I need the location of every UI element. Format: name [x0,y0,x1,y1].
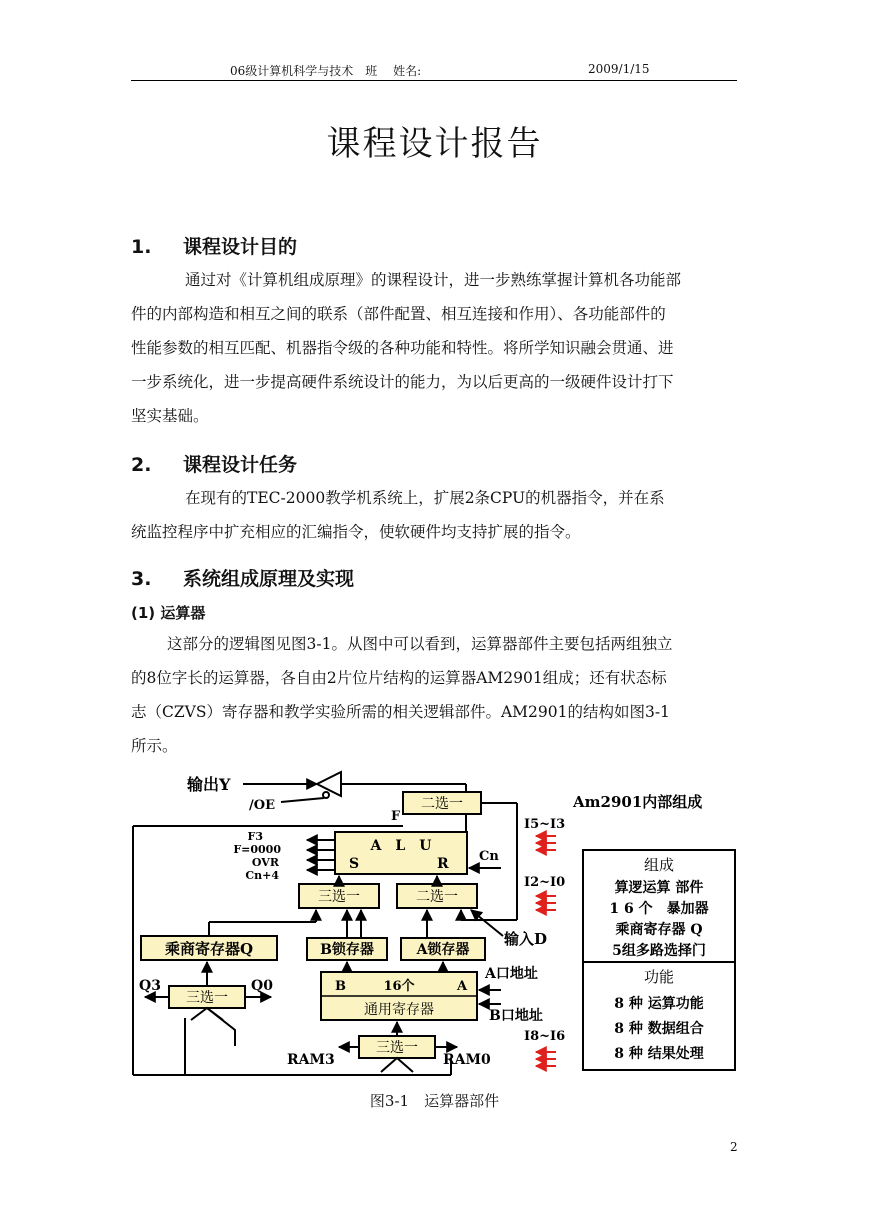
regfile-to-latch-arrows [347,962,443,972]
latch-to-mux-arrows [347,910,427,938]
subsection-alu-heading: (1) 运算器 [131,604,206,622]
paragraph-line: 性能参数的相互匹配、机器指令级的各种功能和特性。将所学知识融会贯通、进 [131,339,674,357]
section-number: 2. [131,454,152,476]
paragraph-line: 件的内部构造和相互之间的联系（部件配置、相互连接和作用）、各功能部件的 [131,305,666,323]
figure-caption: 图3-1 运算器部件 [369,1092,500,1110]
i2-i0-label: I2~I0 [524,875,566,890]
i5-i3-label: I5~I3 [524,817,566,832]
function-title: 功能 [643,968,675,986]
mux3-ram-shift-label: 三选一 [376,1040,418,1056]
f-label: F [391,809,401,824]
flag-f0000-label: F=0000 [233,843,281,856]
b-latch-label: B锁存器 [320,942,374,958]
section-3-paragraph [131,627,737,763]
flag-f3-label: F3 [247,830,263,843]
ram-mux-inputs [381,1058,413,1072]
am2901-diagram [131,764,737,1080]
alu-label: A L U [370,838,432,854]
section-2-paragraph [131,481,737,549]
i2-i0-arrows [536,896,556,910]
a-addr-label: A口地址 [485,966,538,982]
paragraph-line: 这部分的逻辑图见图3-1。从图中可以看到，运算器部件主要包括两组独立 [167,635,673,653]
reg-a-label: A [457,979,468,994]
i8-i6-label: I8~I6 [524,1029,566,1044]
mux2-top-label: 二选一 [421,796,463,812]
page-header [131,62,737,81]
section-number: 1. [131,236,152,258]
section-title: 课程设计任务 [183,454,298,476]
cn-label: Cn [479,849,499,864]
section-3-heading [131,564,354,591]
header-date: 2009/1/15 [588,62,650,76]
composition-line: 乘商寄存器 Q [615,922,703,938]
function-line: 8 种 数据组合 [614,1021,704,1037]
paragraph-line: 一步系统化，进一步提高硬件系统设计的能力，为以后更高的一级硬件设计打下 [131,373,674,391]
flag-cn4-label: Cn+4 [245,869,279,882]
header-class-name: 06级计算机科学与技术 班 姓名: [230,64,422,78]
reg-count-label: 16个 [383,979,415,994]
report-title: 课程设计报告 [326,124,543,164]
paragraph-line: 坚实基础。 [131,407,209,425]
paragraph-line: 所示。 [131,737,178,755]
oe-label: /OE [249,798,275,813]
section-1-paragraph [131,263,737,433]
input-d-label: 输入D [504,930,548,948]
paragraph-line: 统监控程序中扩充相应的汇编指令，使软硬件均支持扩展的指令。 [131,523,581,541]
oe-wire [281,798,324,802]
am2901-diagram-svg [131,764,737,1080]
i5-i3-arrows [536,836,556,850]
paragraph-line: 通过对《计算机组成原理》的课程设计，进一步熟练掌握计算机各功能部 [185,271,682,289]
function-line: 8 种 结果处理 [614,1046,704,1062]
alu-r-label: R [437,856,449,872]
paragraph-line: 的8位字长的运算器，各自由2片位片结构的运算器AM2901组成；还有状态标 [131,669,667,687]
input-d-arrow [471,910,503,936]
section-title: 系统组成原理及实现 [183,568,355,590]
reg-b-label: B [335,979,346,994]
mux-to-alu-arrows [339,876,437,884]
paragraph-line: 在现有的TEC-2000教学机系统上，扩展2条CPU的机器指令，并在系 [185,489,665,507]
a-latch-label: A锁存器 [416,942,470,958]
section-number: 3. [131,568,152,590]
register-file-label: 通用寄存器 [364,1002,434,1018]
ram3-label: RAM3 [287,1052,335,1068]
composition-line: 算逻运算 部件 [614,880,704,896]
i8-i6-arrows [536,1052,556,1066]
composition-line: 1 6 个 暴加器 [609,901,709,917]
composition-title: 组成 [643,856,675,874]
flag-ovr-label: OVR [251,856,279,869]
q-register-label: 乘商寄存器Q [164,940,254,958]
q3-label: Q3 [139,978,161,994]
mux3-alu-s-label: 三选一 [318,889,360,905]
composition-line: 5组多路选择门 [612,943,706,959]
section-2-heading [131,450,297,477]
paragraph-line: 志（CZVS）寄存器和教学实验所需的相关逻辑部件。AM2901的结构如图3-1 [131,703,670,721]
function-line: 8 种 运算功能 [614,996,704,1012]
diagram-heading: Am2901内部组成 [573,793,703,811]
alu-flag-arrows [307,840,335,870]
mux3-q-shift-label: 三选一 [186,990,228,1006]
section-1-heading [131,232,297,259]
ram0-label: RAM0 [443,1052,491,1068]
output-y-label: 输出Y [187,775,231,794]
section-title: 课程设计目的 [183,236,298,258]
alu-s-label: S [349,856,360,872]
q0-label: Q0 [251,978,273,994]
mux2-alu-r-label: 二选一 [416,889,458,905]
page-number: 2 [730,1140,738,1154]
b-addr-label: B口地址 [489,1008,543,1024]
